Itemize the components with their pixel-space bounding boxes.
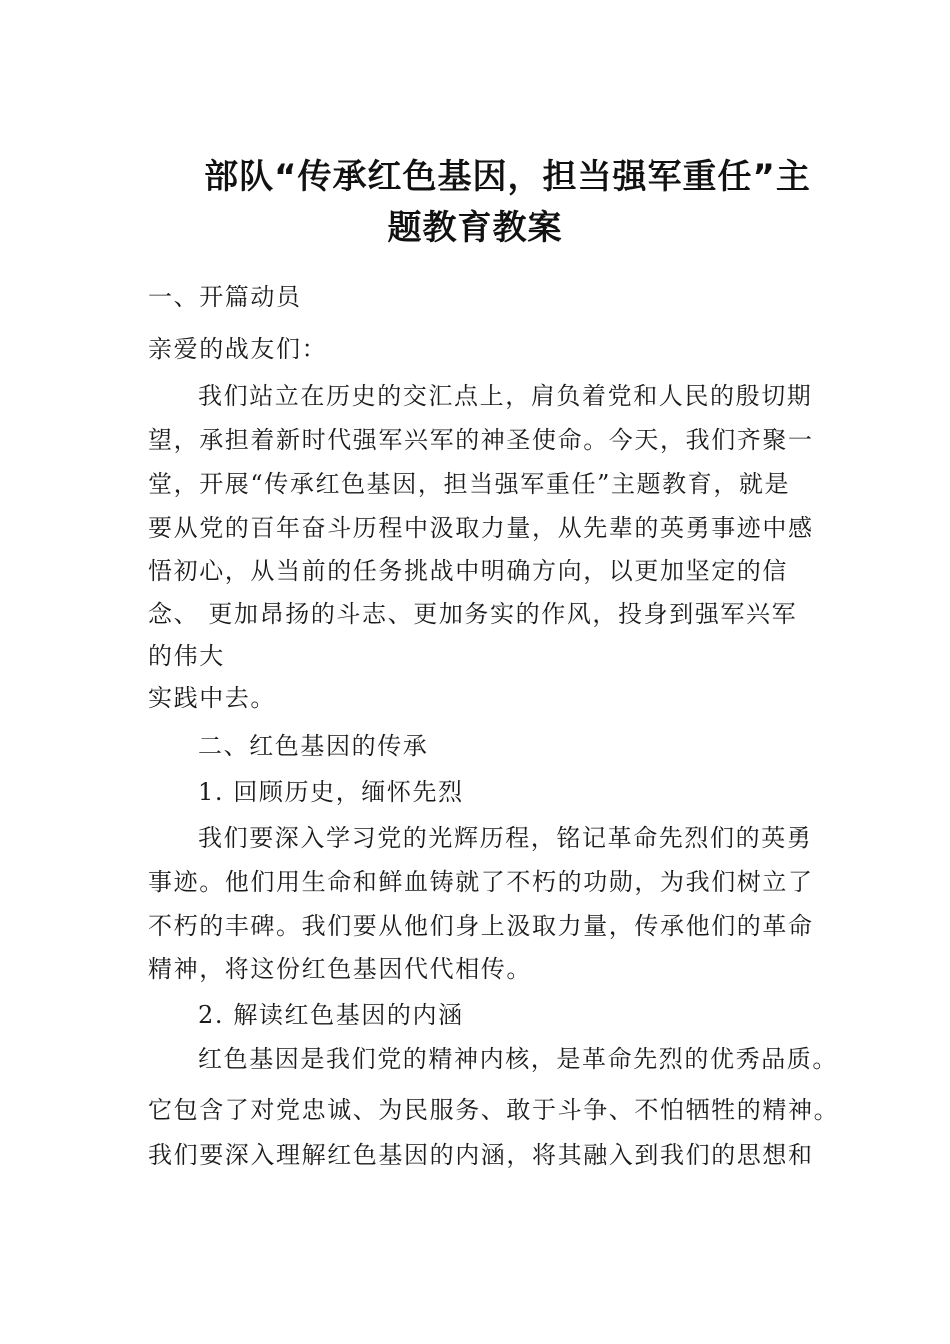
document-title-line-1: 部队“传承红色基因，担当强军重任”主	[204, 157, 811, 197]
paragraph-line: 我们要深入学习党的光辉历程，铭记革命先烈们的英勇	[198, 824, 813, 852]
paragraph-line: 我们要深入理解红色基因的内涵，将其融入到我们的思想和	[148, 1141, 814, 1169]
paragraph-line: 红色基因是我们党的精神内核，是革命先烈的优秀品质。	[198, 1045, 838, 1073]
subheading-review-history: 1. 回顾历史，缅怀先烈	[198, 778, 464, 806]
paragraph-line: 事迹。他们用生命和鲜血铸就了不朽的功勋，为我们树立了	[148, 868, 814, 896]
salutation: 亲爱的战友们：	[148, 335, 328, 363]
paragraph-line: 要从党的百年奋斗历程中汲取力量，从先辈的英勇事迹中感	[148, 514, 814, 542]
section-heading-opening: 一、开篇动员	[148, 283, 302, 311]
paragraph-line: 我们站立在历史的交汇点上，肩负着党和人民的殷切期	[198, 382, 813, 410]
paragraph-line: 堂，开展“传承红色基因，担当强军重任”主题教育，就是	[148, 470, 791, 498]
subheading-red-gene-meaning: 2. 解读红色基因的内涵	[198, 1001, 464, 1029]
paragraph-line: 它包含了对党忠诚、为民服务、敢于斗争、不怕牺牲的精神。	[148, 1096, 840, 1124]
paragraph-line: 实践中去。	[148, 684, 276, 712]
section-heading-red-gene: 二、红色基因的传承	[198, 732, 429, 760]
document-title-line-2: 题教育教案	[387, 208, 563, 248]
paragraph-line: 念、 更加昂扬的斗志、更加务实的作风，投身到强军兴军	[148, 600, 798, 628]
paragraph-line: 不朽的丰碑。我们要从他们身上汲取力量，传承他们的革命	[148, 912, 814, 940]
paragraph-line: 悟初心，从当前的任务挑战中明确方向，以更加坚定的信	[148, 557, 788, 585]
paragraph-line: 的伟大	[148, 642, 225, 670]
paragraph-line: 精神，将这份红色基因代代相传。	[148, 955, 532, 983]
paragraph-line: 望，承担着新时代强军兴军的神圣使命。今天，我们齐聚一	[148, 426, 814, 454]
